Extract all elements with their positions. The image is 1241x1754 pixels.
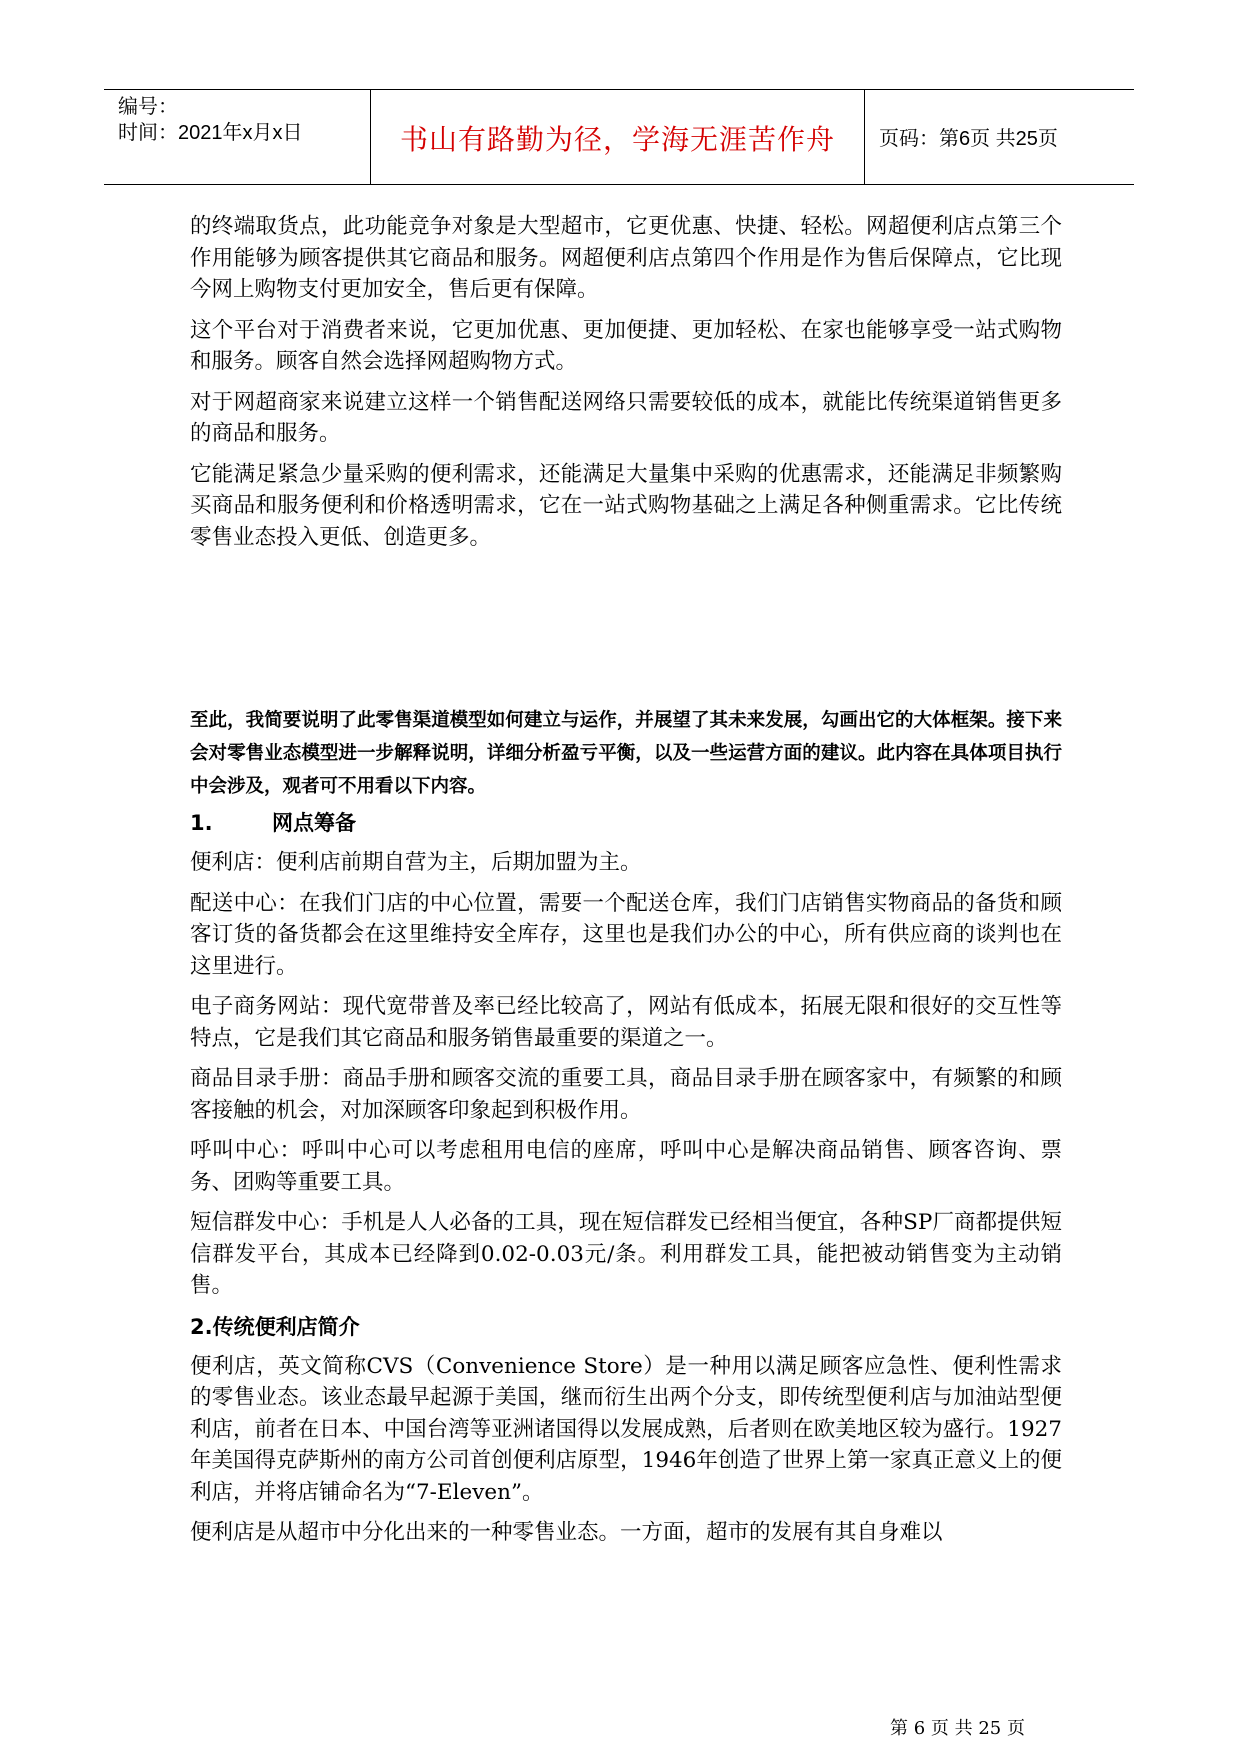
header-page-cell — [865, 90, 1134, 184]
section-heading: 2.传统便利店简介 — [190, 1314, 360, 1339]
paragraph: 配送中心：在我们门店的中心位置，需要一个配送仓库，我们门店销售实物商品的备货和顾客订货的备货都会在这里维持安全库存，这里也是我们办公的中心，所有供应商的谈判也在这里进行。 — [190, 890, 1062, 979]
paragraph: 便利店，英文简称CVS（Convenience Store）是一种用以满足顾客应急性、便利性需求的零售业态。该业态最早起源于美国，继而衍生出两个分支，即传统型便利店与加油站型便利店，前者在日本、中国台湾等亚洲诸国得以发展成熟，后者则在欧美地区较为盛行。1927年美国得克萨斯州的南方公司首创便利店原型，1946年创造了世界上第一家真正意义上的便利店，并将店铺命名为“7-Eleven”。 — [190, 1353, 1062, 1505]
page-footer: 第 6 页 共 25 页 — [890, 1718, 1025, 1739]
section-title: 网点筹备 — [272, 811, 356, 835]
paragraph: 的终端取货点，此功能竞争对象是大型超市，它更优惠、快捷、轻松。网超便利店点第三个作用能够为顾客提供其它商品和服务。网超便利店点第四个作用是作为售后保障点，它比现今网上购物支付更加安全，售后更有保障。 — [190, 214, 1062, 302]
section-number: 1. — [190, 811, 213, 835]
paragraph: 短信群发中心：手机是人人必备的工具，现在短信群发已经相当便宜，各种SP厂商都提供短信群发平台，其成本已经降到0.02-0.03元/条。利用群发工具，能把被动销售变为主动销售。 — [190, 1210, 1062, 1298]
document-date: 时间：2021年x月x日 — [118, 122, 303, 144]
paragraph: 这个平台对于消费者来说，它更加优惠、更加便捷、更加轻松、在家也能够享受一站式购物和服务。顾客自然会选择网超购物方式。 — [190, 317, 1062, 374]
page-header-table — [104, 89, 1134, 185]
paragraph: 便利店是从超市中分化出来的一种零售业态。一方面，超市的发展有其自身难以 — [190, 1520, 943, 1545]
document-body — [190, 211, 1062, 1558]
section-heading — [190, 807, 1062, 839]
header-motto-cell — [371, 90, 865, 184]
paragraph: 它能满足紧急少量采购的便利需求，还能满足大量集中采购的优惠需求，还能满足非频繁购买商品和服务便利和价格透明需求，它在一站式购物基础之上满足各种侧重需求。它比传统零售业态投入更低、创造更多。 — [190, 461, 1062, 550]
paragraph: 商品目录手册：商品手册和顾客交流的重要工具，商品目录手册在顾客家中，有频繁的和顾客接触的机会，对加深顾客印象起到积极作用。 — [190, 1066, 1062, 1123]
header-motto: 书山有路勤为径，学海无涯苦作舟 — [399, 123, 835, 156]
document-number-label: 编号： — [118, 96, 178, 118]
summary-paragraph: 至此，我简要说明了此零售渠道模型如何建立与运作，并展望了其未来发展，勾画出它的大体框架。接下来会对零售业态模型进一步解释说明，详细分析盈亏平衡，以及一些运营方面的建议。此内容在具体项目执行中会涉及，观者可不用看以下内容。 — [190, 710, 1062, 797]
paragraph: 对于网超商家来说建立这样一个销售配送网络只需要较低的成本，就能比传统渠道销售更多的商品和服务。 — [190, 389, 1062, 446]
paragraph: 呼叫中心：呼叫中心可以考虑租用电信的座席，呼叫中心是解决商品销售、顾客咨询、票务、团购等重要工具。 — [190, 1138, 1062, 1195]
paragraph: 电子商务网站：现代宽带普及率已经比较高了，网站有低成本，拓展无限和很好的交互性等特点，它是我们其它商品和服务销售最重要的渠道之一。 — [190, 994, 1062, 1051]
header-page-number: 页码：第6页 共25页 — [879, 128, 1058, 150]
header-info-cell — [104, 90, 371, 184]
blank-space — [190, 562, 1062, 704]
paragraph: 便利店：便利店前期自营为主，后期加盟为主。 — [190, 850, 642, 875]
